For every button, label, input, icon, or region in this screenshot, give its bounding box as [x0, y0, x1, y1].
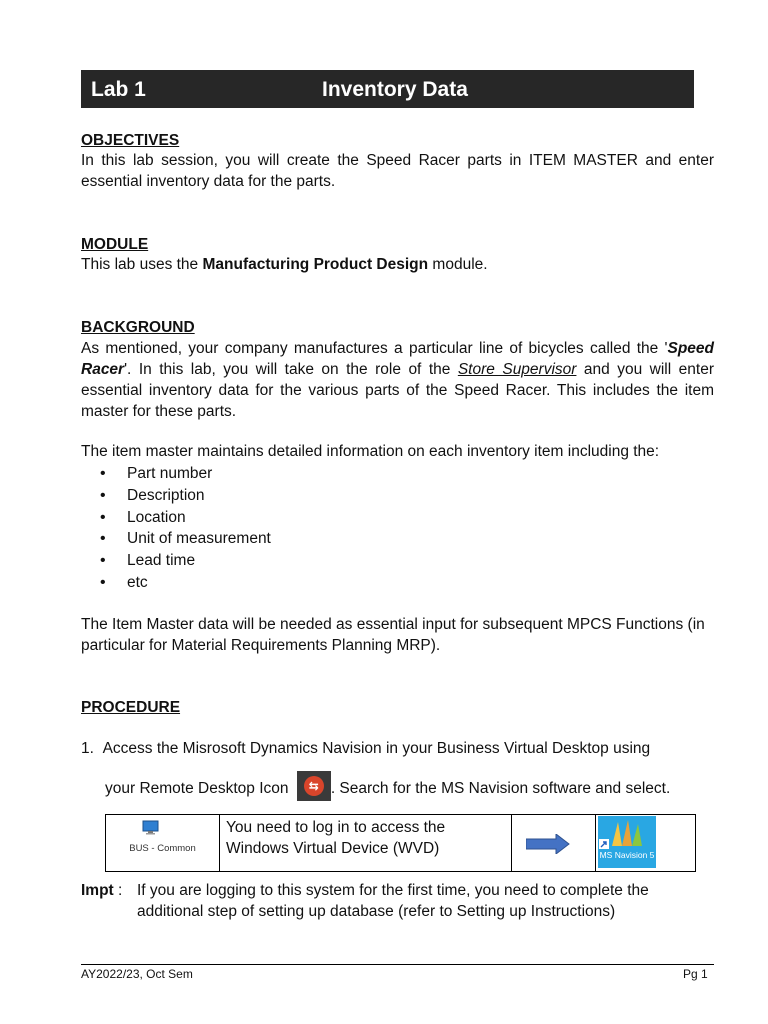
- objectives-body: In this lab session, you will create the Speed Racer parts in ITEM MASTER and enter essential inventory data for the parts.: [81, 152, 714, 190]
- login-instruction-text: You need to log in to access the Windows Virtual Device (WVD): [226, 819, 446, 857]
- step-number: 1.: [81, 740, 94, 757]
- background-heading: BACKGROUND: [81, 319, 195, 336]
- lab-title: Inventory Data: [322, 78, 468, 101]
- product-name: Speed Racer: [81, 340, 714, 378]
- ms-navision-icon[interactable]: [598, 816, 656, 868]
- bus-common-cell: [106, 815, 220, 871]
- page-number: Pg 1: [683, 967, 708, 981]
- remote-desktop-arrows-icon: ⇆: [304, 776, 324, 796]
- lab-title-bar: [81, 70, 694, 108]
- right-arrow-icon: [526, 834, 570, 854]
- navision-logo-icon: [610, 818, 646, 848]
- role-name: Store Supervisor: [457, 361, 577, 378]
- background-paragraph-2: The item master maintains detailed information on each inventory item including the:: [81, 443, 660, 460]
- background-paragraph-3: The Item Master data will be needed as essential input for subsequent MPCS Functions (in particular for Material Requirements Planning MRP).: [81, 616, 705, 654]
- login-text-cell: [219, 815, 512, 871]
- remote-desktop-icon[interactable]: [297, 771, 331, 801]
- impt-label: Impt :: [81, 882, 123, 899]
- list-item: • Lead time: [100, 550, 271, 572]
- procedure-step-1-line-1: 1. Access the Misrosoft Dynamics Navision in your Business Virtual Desktop using: [81, 740, 651, 757]
- bus-common-label: BUS - Common: [129, 843, 196, 854]
- list-item: • etc: [100, 572, 271, 594]
- list-item: • Location: [100, 507, 271, 529]
- procedure-step-1-line-2: your Remote Desktop Icon ⇆ . Search for the MS Navision software and select.: [105, 771, 705, 801]
- bus-common-icon[interactable]: [142, 820, 160, 836]
- module-body: This lab uses the Manufacturing Product Design module.: [81, 256, 488, 273]
- item-master-fields-list: [100, 463, 271, 594]
- ms-navision-label: MS Navision 5: [599, 850, 655, 860]
- list-item: • Description: [100, 485, 271, 507]
- impt-note: If you are logging to this system for the first time, you need to complete the additional step of setting up database (refer to Setting up Instructions): [137, 882, 649, 920]
- arrow-cell: [511, 815, 596, 871]
- shortcut-arrow-icon: [599, 839, 609, 849]
- procedure-heading: PROCEDURE: [81, 699, 181, 716]
- module-name: Manufacturing Product Design: [202, 256, 429, 273]
- lab-number: Lab 1: [91, 78, 146, 101]
- background-paragraph-1: As mentioned, your company manufactures a particular line of bicycles called the 'Speed Racer'. In this lab, you will take on the role of the Store Supervisor and you will enter essential inventory data for the various parts of the Speed Racer. This includes the item master for these parts.: [81, 340, 714, 420]
- footer-divider: [81, 964, 714, 965]
- module-heading: MODULE: [81, 236, 149, 253]
- list-item: • Part number: [100, 463, 271, 485]
- footer-semester: AY2022/23, Oct Sem: [81, 967, 193, 981]
- objectives-heading: OBJECTIVES: [81, 132, 180, 149]
- list-item: • Unit of measurement: [100, 528, 271, 550]
